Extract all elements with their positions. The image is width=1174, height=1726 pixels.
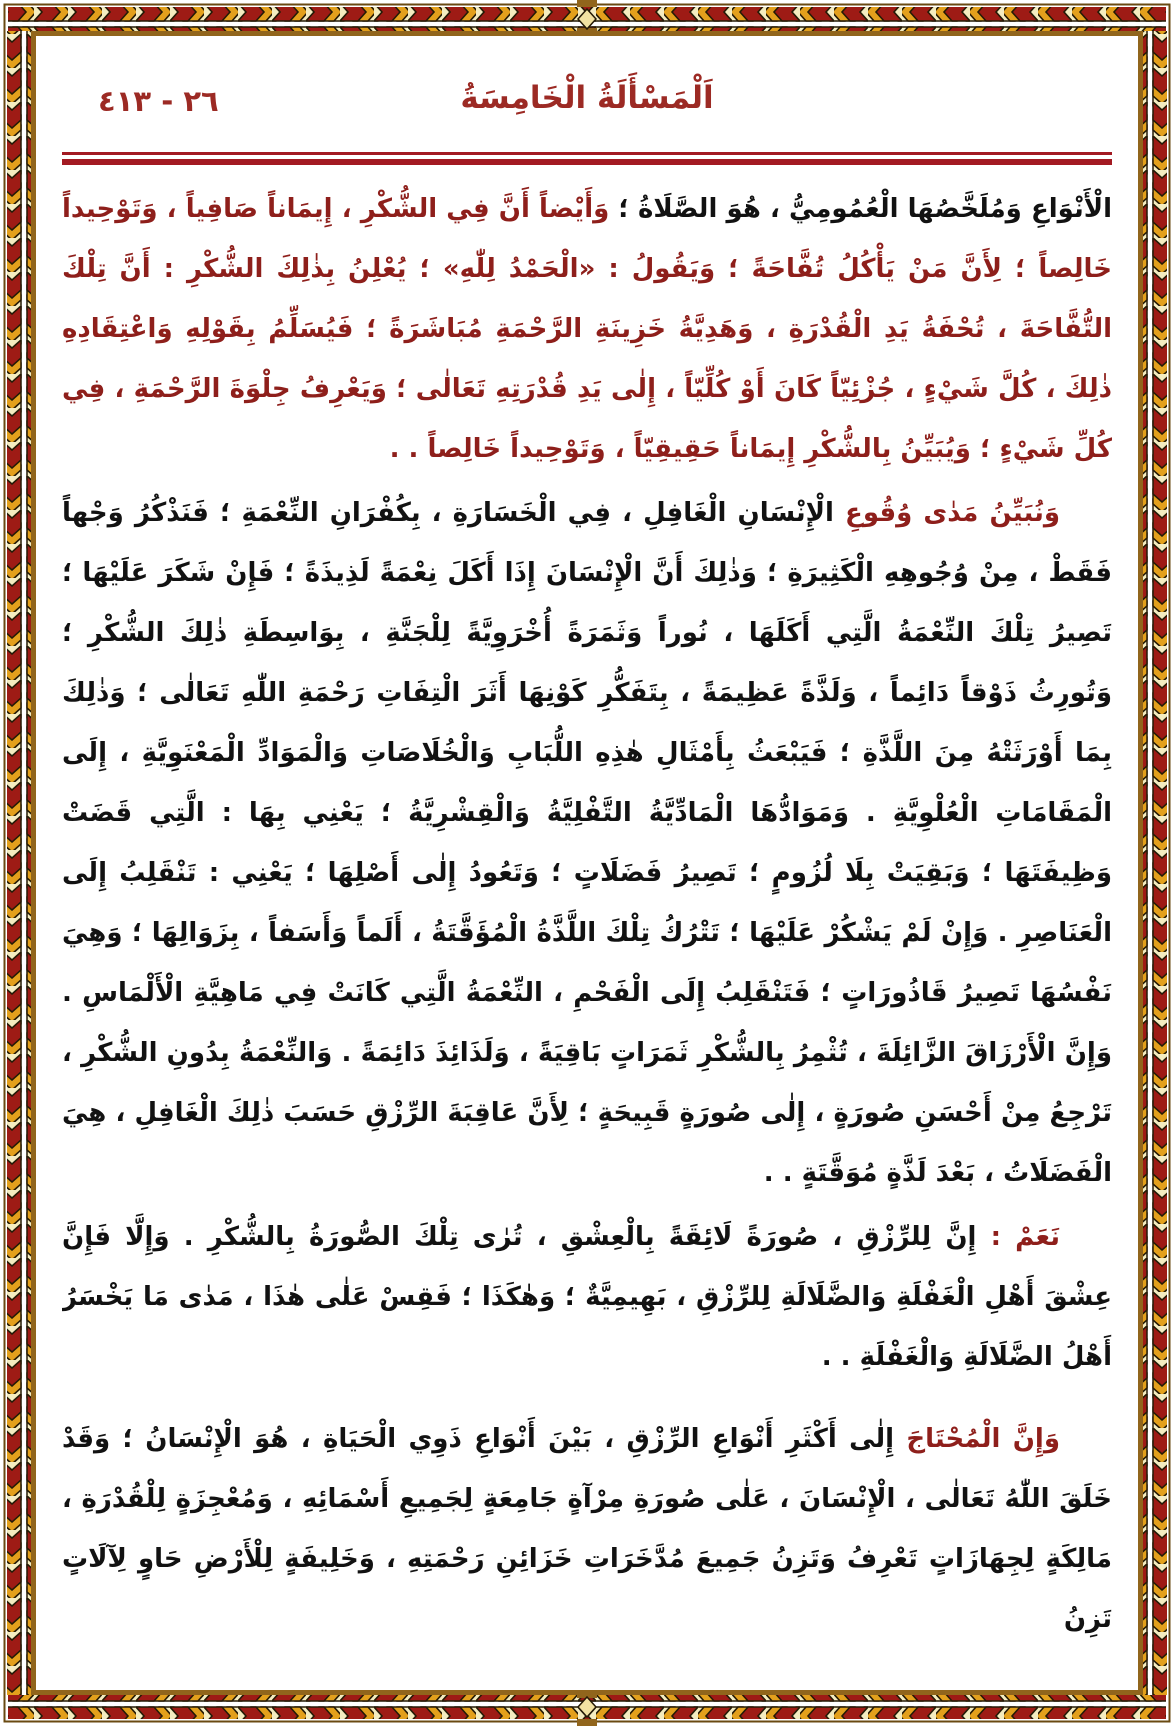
paragraph-segment: إِلٰى أَكْثَرِ أَنْوَاعِ الرِّزْقِ ، بَيْنَ أَنْوَاعِ ذَوِي الْحَيَاةِ ، هُوَ الْإِنْسَانُ ؛ وَقَدْ خَلَقَ اللّٰهُ تَعَالٰى ، الْإِنْسَانَ ، عَلٰى صُورَةِ مِرْآةٍ جَامِعَةٍ لِجَمِيعِ أَسْمَائِهِ ، وَمُعْجِزَةٍ لِلْقُدْرَةِ ، مَالِكَةٍ لِجِهَازَاتٍ تَعْرِفُ وَتَزِنُ جَمِيعَ مُدَّخَرَاتِ خَزَائِنِ رَحْمَتِهِ ، وَخَلِيفَةٍ لِلْأَرْضِ حَاوٍ لِآلَاتٍ تَزِنُ [62,1424,1112,1634]
body-paragraph [62,483,1112,1203]
title-divider [62,152,1112,165]
divider-thick-line [62,159,1112,165]
divider-thin-line [62,152,1112,155]
paragraph-segment: وَأَيْضاً أَنَّ فِي الشُّكْرِ ، إِيمَاناً صَافِياً ، وَتَوْحِيداً خَالِصاً ؛ لِأَنَّ مَنْ يَأْكُلُ تُفَّاحَةً ؛ وَيَقُولُ : «الْحَمْدُ لِلّٰهِ» ؛ يُعْلِنُ بِذٰلِكَ الشُّكْرِ : أَنَّ تِلْكَ التُّفَّاحَةَ ، تُحْفَةُ يَدِ الْقُدْرَةِ ، وَهَدِيَّةُ خَزِينَةِ الرَّحْمَةِ مُبَاشَرَةً ؛ فَيُسَلِّمُ بِقَوْلِهِ وَاعْتِقَادِهِ ذٰلِكَ ، كُلَّ شَيْءٍ ، جُزْئِيّاً كَانَ أَوْ كُلِّيّاً ، إِلٰى يَدِ قُدْرَتِهِ تَعَالٰى ؛ وَيَعْرِفُ جِلْوَةَ الرَّحْمَةِ ، فِي كُلِّ شَيْءٍ ؛ وَيُبَيِّنُ بِالشُّكْرِ إِيمَاناً حَقِيقِيّاً ، وَتَوْحِيداً خَالِصاً . . [62,194,1112,464]
body-text [62,179,1112,1649]
paragraph-segment: إِنَّ لِلرِّزْقِ ، صُورَةً لَائِقَةً بِالْعِشْقِ ، تُرٰى تِلْكَ الصُّورَةُ بِالشُّكْرِ . وَإِلَّا فَإِنَّ عِشْقَ أَهْلِ الْغَفْلَةِ وَالضَّلَالَةِ لِلرِّزْقِ ، بَهِيمِيَّةٌ ؛ وَهٰكَذَا ؛ فَقِسْ عَلٰى هٰذَا ، مَدٰى مَا يَخْسَرُ أَهْلُ الضَّلَالَةِ وَالْغَفْلَةِ . . [62,1222,1112,1372]
body-paragraph [62,179,1112,479]
page-header [62,58,1112,136]
paragraph-segment: وَإِنَّ الْمُحْتَاجَ [894,1424,1060,1454]
page-content [62,44,1112,1682]
page-title: اَلْمَسْأَلَةُ الْخَامِسَةُ [460,80,714,116]
paragraph-segment: الْإِنْسَانِ الْغَافِلِ ، فِي الْخَسَارَةِ ، بِكُفْرَانِ النِّعْمَةِ ؛ فَنَذْكُرُ وَجْهاً فَقَطْ ، مِنْ وُجُوهِهِ الْكَثِيرَةِ ؛ وَذٰلِكَ أَنَّ الْإِنْسَانَ إِذَا أَكَلَ نِعْمَةً لَذِيذَةً ؛ فَإِنْ شَكَرَ عَلَيْهَا ؛ تَصِيرُ تِلْكَ النِّعْمَةُ الَّتِي أَكَلَهَا ، نُوراً وَثَمَرَةً أُخْرَوِيَّةً لِلْجَنَّةِ ، بِوَاسِطَةِ ذٰلِكَ الشُّكْرِ ؛ وَتُورِثُ ذَوْقاً دَائِماً ، وَلَذَّةً عَظِيمَةً ، بِتَفَكُّرِ كَوْنِهَا أَثَرَ الْتِفَاتِ رَحْمَةِ اللّٰهِ تَعَالٰى ؛ وَذٰلِكَ بِمَا أَوْرَثَتْهُ مِنَ اللَّذَّةِ ؛ فَيَبْعَثُ بِأَمْثَالِ هٰذِهِ اللُّبَابِ وَالْخُلَاصَاتِ وَالْمَوَادِّ الْمَعْنَوِيَّةِ ، إِلَى الْمَقَامَاتِ الْعُلْوِيَّةِ . وَمَوَادُّهَا الْمَادِّيَّةُ التَّفْلِيَّةُ وَالْقِشْرِيَّةُ ؛ يَعْنِي بِهَا : الَّتِي قَضَتْ وَظِيفَتَهَا ؛ وَبَقِيَتْ بِلَا لُزُومٍ ؛ تَصِيرُ فَضَلَاتٍ ؛ وَتَعُودُ إِلٰى أَصْلِهَا ؛ يَعْنِي : تَنْقَلِبُ إِلَى الْعَنَاصِرِ . وَإِنْ لَمْ يَشْكُرْ عَلَيْهَا ؛ تَتْرُكُ تِلْكَ اللَّذَّةُ الْمُؤَقَّتَةُ ، أَلَماً وَأَسَفاً ، بِزَوَالِهَا ؛ وَهِيَ نَفْسُهَا تَصِيرُ قَاذُورَاتٍ ؛ فَتَنْقَلِبُ إِلَى الْفَحْمِ ، النِّعْمَةُ الَّتِي كَانَتْ فِي مَاهِيَّةِ الْأَلْمَاسِ . وَإِنَّ الْأَرْزَاقَ الزَّائِلَةَ ، تُثْمِرُ بِالشُّكْرِ ثَمَرَاتٍ بَاقِيَةً ، وَلَذَائِذَ دَائِمَةً . وَالنِّعْمَةُ بِدُونِ الشُّكْرِ ، تَرْجِعُ مِنْ أَحْسَنِ صُورَةٍ ، إِلٰى صُورَةٍ قَبِيحَةٍ ؛ لِأَنَّ عَاقِبَةَ الرِّزْقِ حَسَبَ ذٰلِكَ الْغَافِلِ ، هِيَ الْفَضَلَاتُ ، بَعْدَ لَذَّةٍ مُوَقَّتَةٍ . . [62,498,1112,1188]
paragraph-segment: الْأَنْوَاعِ وَمُلَخَّصُهَا الْعُمُومِيُّ ، هُوَ الصَّلَاةُ ؛ [609,194,1112,224]
body-paragraph [62,1409,1112,1649]
page-number: ٢٦ - ٤١٣ [98,84,219,118]
body-paragraph [62,1207,1112,1387]
paragraph-segment: وَنُبَيِّنُ مَدٰى وُقُوعِ [833,498,1060,528]
paragraph-segment: نَعَمْ : [976,1222,1060,1252]
